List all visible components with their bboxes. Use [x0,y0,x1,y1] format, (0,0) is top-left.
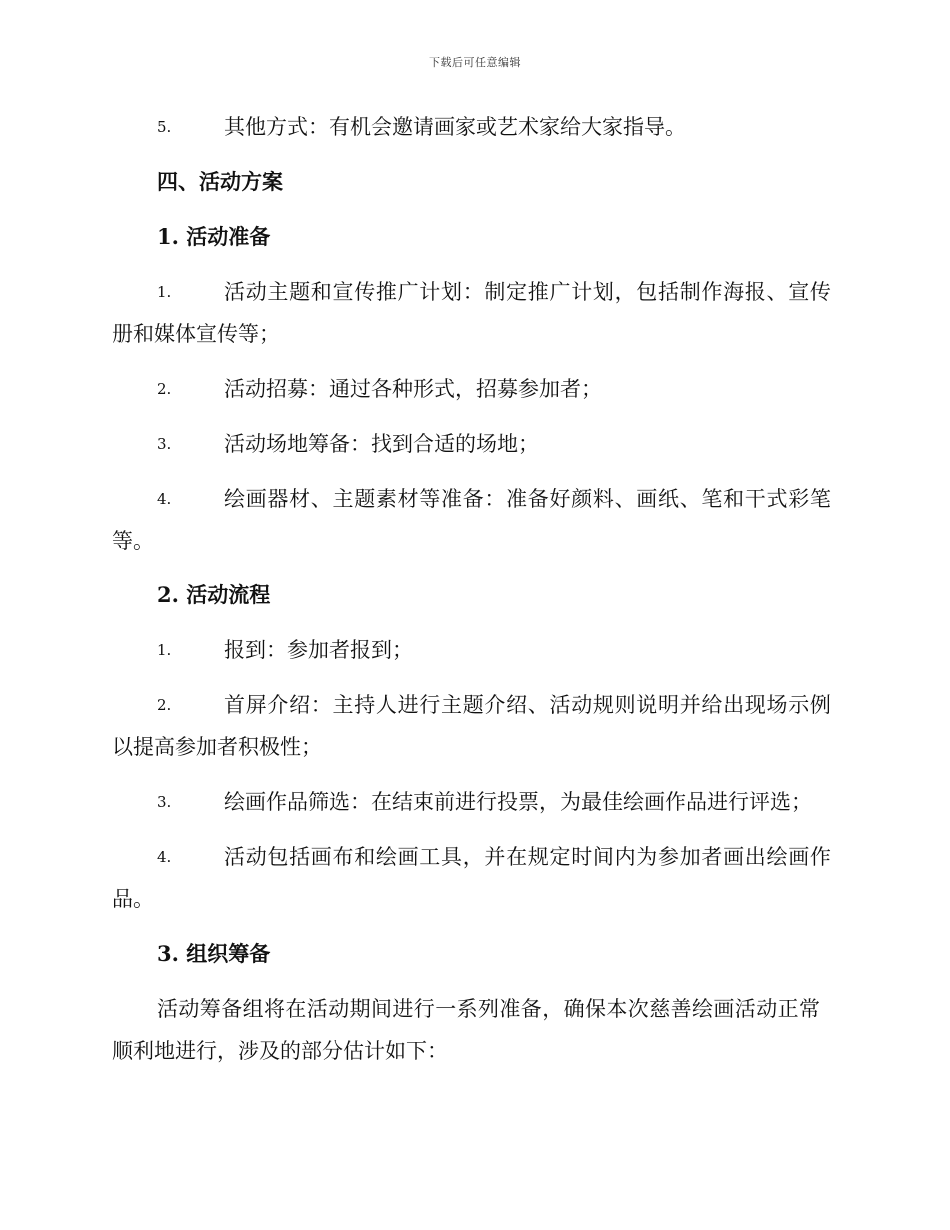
list-text-continuation: 等。 [112,529,154,553]
list-text: 活动招募：通过各种形式，招募参加者； [224,377,602,401]
section-heading: 四、活动方案 [157,169,283,194]
subsection-heading: 1. 活动准备 [157,224,271,249]
list-text-continuation: 册和媒体宣传等； [112,322,280,346]
subsection-heading: 2. 活动流程 [157,582,271,607]
list-number: 2. [157,380,172,398]
paragraph: 活动筹备组将在活动期间进行一系列准备，确保本次慈善绘画活动正常 [157,997,821,1021]
list-text: 绘画器材、主题素材等准备：准备好颜料、画纸、笔和干式彩笔 [224,487,832,511]
list-text: 活动主题和宣传推广计划：制定推广计划，包括制作海报、宣传 [224,280,832,304]
list-number: 4. [157,490,172,508]
list-text: 首屏介绍：主持人进行主题介绍、活动规则说明并给出现场示例 [224,693,832,717]
list-text: 活动场地筹备：找到合适的场地； [224,432,539,456]
list-number: 1. [157,283,172,301]
paragraph-continuation: 顺利地进行，涉及的部分估计如下： [112,1039,448,1063]
list-number: 5. [157,118,172,136]
list-number: 1. [157,641,172,659]
list-number: 3. [157,435,172,453]
list-number: 4. [157,848,172,866]
list-number: 3. [157,793,172,811]
list-text: 活动包括画布和绘画工具，并在规定时间内为参加者画出绘画作 [224,845,832,869]
list-number: 2. [157,696,172,714]
page-header: 下载后可任意编辑 [429,56,521,69]
subsection-heading: 3. 组织筹备 [157,941,271,966]
list-text: 绘画作品筛选：在结束前进行投票，为最佳绘画作品进行评选； [224,790,812,814]
list-text-continuation: 以提高参加者积极性； [112,735,322,759]
list-text: 其他方式：有机会邀请画家或艺术家给大家指导。 [224,115,686,139]
list-text-continuation: 品。 [112,887,154,911]
list-text: 报到：参加者报到； [224,638,413,662]
